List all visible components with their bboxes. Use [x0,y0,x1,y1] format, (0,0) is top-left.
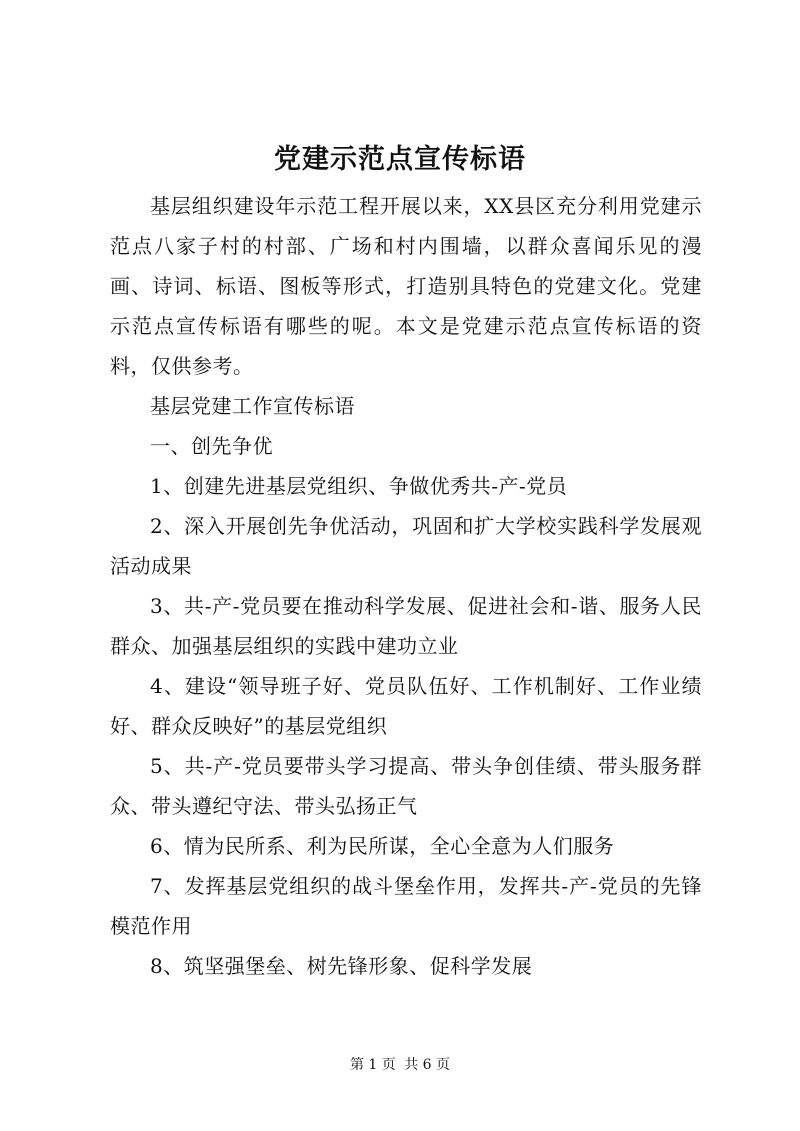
slogan-item-2: 2、深入开展创先争优活动，巩固和扩大学校实践科学发展观活动成果 [110,514,702,578]
slogan-item-7: 7、发挥基层党组织的战斗堡垒作用，发挥共-产-党员的先锋模范作用 [110,874,702,938]
section-heading: 基层党建工作宣传标语 [150,394,355,418]
intro-paragraph: 基层组织建设年示范工程开展以来，XX县区充分利用党建示范点八家子村的村部、广场和村内围墙，以群众喜闻乐见的漫画、诗词、标语、图板等形式，打造别具特色的党建文化。党建示范点宣传标语有哪些的呢。本文是党建示范点宣传标语的资料，仅供参考。 [110,194,702,378]
document-title: 党建示范点宣传标语 [274,144,526,175]
slogan-item-4: 4、建设“领导班子好、党员队伍好、工作机制好、工作业绩好、群众反映好”的基层党组织 [110,674,702,738]
document-body [110,186,702,986]
slogan-item-8: 8、筑坚强堡垒、树先锋形象、促科学发展 [150,954,533,978]
page-footer [0,1055,800,1075]
subsection-heading: 一、创先争优 [150,434,273,458]
slogan-item-5: 5、共-产-党员要带头学习提高、带头争创佳绩、带头服务群众、带头遵纪守法、带头弘扬正气 [110,754,702,818]
page-total: 共 6 页 [404,1057,451,1073]
slogan-item-1: 1、创建先进基层党组织、争做优秀共-产-党员 [150,474,568,498]
slogan-item-3: 3、共-产-党员要在推动科学发展、促进社会和-谐、服务人民群众、加强基层组织的实践中建功立业 [110,594,702,658]
slogan-item-6: 6、情为民所系、利为民所谋，全心全意为人们服务 [150,834,615,858]
page-number: 第 1 页 [349,1057,396,1073]
